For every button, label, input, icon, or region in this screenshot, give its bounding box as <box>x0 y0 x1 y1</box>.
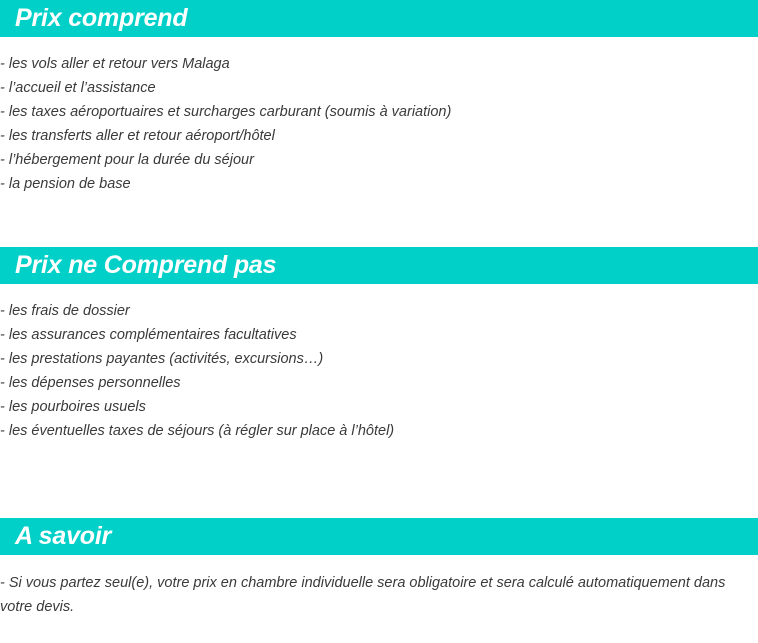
list-item: - les taxes aéroportuaires et surcharges carburant (soumis à variation) <box>0 104 452 120</box>
list-item: - l’hébergement pour la durée du séjour <box>0 152 254 168</box>
included-list <box>0 52 758 196</box>
list-item: - les transferts aller et retour aéroport/hôtel <box>0 128 275 144</box>
list-item: - les éventuelles taxes de séjours (à régler sur place à l’hôtel) <box>0 423 395 439</box>
list-item: - les pourboires usuels <box>0 399 146 415</box>
section-a-savoir <box>0 518 758 615</box>
list-item: - les prestations payantes (activités, excursions…) <box>0 351 324 367</box>
info-note: - Si vous partez seul(e), votre prix en chambre individuelle sera obligatoire et sera calculé automatiquement dans votre devis. <box>0 575 726 615</box>
list-item: - l’accueil et l’assistance <box>0 80 156 96</box>
section-prix-ne-comprend-pas <box>0 247 758 439</box>
section-title: Prix comprend <box>15 4 188 32</box>
list-item: - les assurances complémentaires facultatives <box>0 327 297 343</box>
section-prix-comprend <box>0 0 758 192</box>
list-item: - la pension de base <box>0 176 131 192</box>
list-item: - les vols aller et retour vers Malaga <box>0 56 230 72</box>
section-title: Prix ne Comprend pas <box>15 251 277 279</box>
excluded-list <box>0 299 758 443</box>
section-header-bar <box>0 518 758 555</box>
list-item: - les dépenses personnelles <box>0 375 181 391</box>
list-item: - les frais de dossier <box>0 303 130 319</box>
section-header-bar <box>0 247 758 284</box>
section-header-bar <box>0 0 758 37</box>
section-title: A savoir <box>15 522 112 550</box>
